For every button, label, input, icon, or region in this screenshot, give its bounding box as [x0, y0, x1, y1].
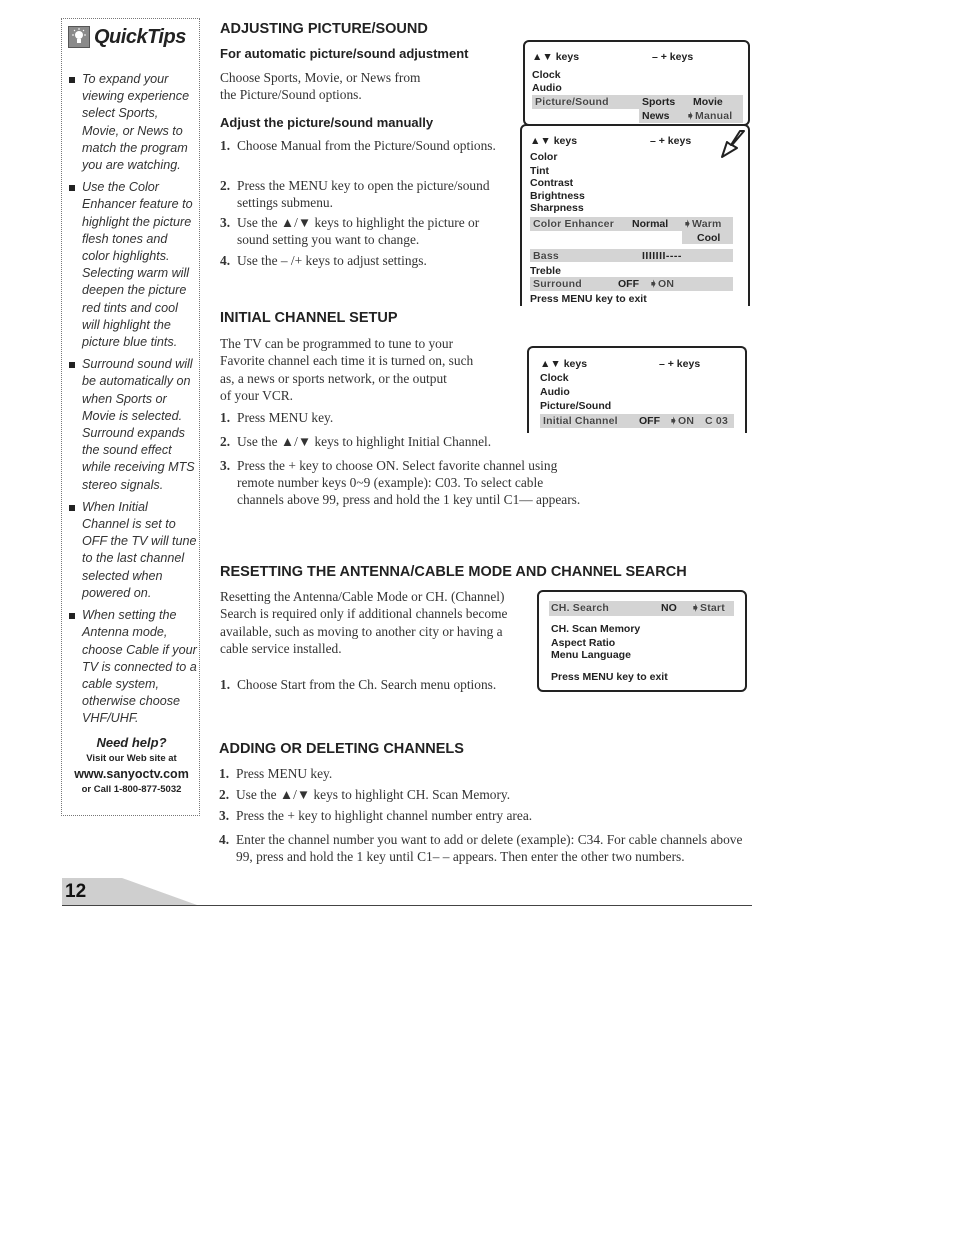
menu-item-brightness: Brightness [530, 190, 585, 202]
step-number: 2. [220, 178, 231, 193]
help-title: Need help? [96, 735, 167, 750]
help-web-label: Visit our Web site at [86, 753, 177, 764]
option-news: News [642, 110, 670, 122]
option-sports: Sports [642, 96, 676, 108]
quicktip-item: When Initial Channel is set to OFF the TV will tune to the last channel selected when powered on. [66, 499, 198, 602]
step-item [220, 178, 512, 212]
menu-item-aspect-ratio: Aspect Ratio [551, 637, 616, 649]
menu-screen-picture-settings [520, 124, 750, 306]
step-text: Enter the channel number you want to add or delete (example): C34. For cable channels above 99, press and hold the 1 key until C1– – appears. Then enter the other two numbers. [236, 832, 743, 864]
lightbulb-icon [68, 26, 90, 48]
paragraph-line: The TV can be programmed to tune to your [220, 336, 454, 351]
section-heading-picture-sound: ADJUSTING PICTURE/SOUND [220, 21, 428, 37]
subheading-manual: Adjust the picture/sound manually [220, 115, 434, 130]
paragraph-automatic [220, 69, 510, 104]
quicktip-item: Use the Color Enhancer feature to highlight the picture flesh tones and color highlights. Selecting warm will deepen the picture red tints and cool will highlight the picture blue tints. [66, 179, 198, 351]
menu-item-initial-channel: Initial Channel [543, 415, 618, 427]
step-item [220, 215, 512, 249]
menu-item-ch-search: CH. Search [551, 602, 610, 614]
menu-item-menu-language: Menu Language [551, 649, 631, 661]
enhancer-cool: Cool [697, 232, 721, 244]
option-movie: Movie [693, 96, 723, 108]
menu-screen-picture-sound [523, 40, 750, 126]
paragraph-line: Resetting the Antenna/Cable Mode or CH. (Channel) [220, 589, 505, 604]
step-text: Press the + key to choose ON. Select favorite channel using remote number keys 0~9 (example): C03. To select cable channels above 99, press and hold the 1 key until C1–– appears. [237, 458, 581, 507]
step-text: Use the ▲/▼ keys to highlight CH. Scan Memory. [236, 787, 511, 802]
quicktip-item: To expand your viewing experience select Sports, Movie, or News to match the program you are watching. [66, 71, 198, 174]
menu-item-contrast: Contrast [530, 177, 574, 189]
help-phone: or Call 1-800-877-5032 [81, 784, 182, 795]
step-text: Press the MENU key to open the picture/sound settings submenu. [237, 178, 490, 210]
step-number: 3. [219, 808, 230, 823]
keys-right-label: – + keys [652, 51, 694, 63]
paragraph-line: cable service installed. [220, 640, 342, 656]
menu-item-bass: Bass [533, 250, 559, 262]
keys-right-label: – + keys [650, 135, 692, 147]
step-item [220, 410, 510, 427]
paragraph-line: as, a news or sports network, or the output [220, 370, 447, 386]
keys-left-label: ▲▼ keys [540, 358, 588, 370]
menu-item-color: Color [530, 151, 558, 163]
paragraph-line: Favorite channel each time it is turned on, such [220, 353, 474, 369]
surround-on: ➧ON [649, 278, 675, 290]
ch-search-no: NO [661, 602, 677, 614]
menu-item-tint: Tint [530, 165, 550, 177]
quicktip-item: When setting the Antenna mode, choose Cable if your TV is connected to a cable system, otherwise choose VHF/UHF. [66, 607, 198, 727]
section-heading-reset-antenna: RESETTING THE ANTENNA/CABLE MODE AND CHANNEL SEARCH [220, 564, 687, 580]
subheading-automatic: For automatic picture/sound adjustment [220, 46, 469, 61]
menu-item-clock: Clock [540, 372, 569, 384]
option-manual: ➧Manual [686, 110, 733, 122]
menu-item-clock: Clock [532, 69, 561, 81]
quicktip-item: Surround sound will be automatically on when Sports or Movie is selected. Surround expands the sound effect while receiving MTS stereo signals. [66, 356, 198, 494]
step-item [219, 832, 754, 866]
bass-level-bar: IIIIIII---- [642, 250, 682, 262]
step-item [219, 808, 619, 825]
step-number: 2. [219, 787, 230, 802]
section-heading-initial-channel: INITIAL CHANNEL SETUP [220, 310, 398, 326]
step-number: 3. [220, 458, 231, 473]
help-url-link[interactable]: www.sanyoctv.com [74, 767, 189, 781]
step-number: 1. [220, 677, 231, 692]
paragraph-line: Choose Sports, Movie, or News from [220, 70, 421, 85]
surround-off: OFF [618, 278, 639, 290]
menu-exit-hint: Press MENU key to exit [551, 671, 668, 683]
step-text: Press MENU key. [237, 410, 334, 425]
step-item [220, 458, 585, 508]
highlight-bar [530, 249, 733, 262]
menu-item-surround: Surround [533, 278, 582, 290]
menu-screen-initial-channel [527, 346, 747, 433]
step-item [220, 677, 530, 694]
paragraph-line: of your VCR. [220, 387, 294, 403]
menu-item-picture-sound: Picture/Sound [540, 400, 612, 412]
menu-item-picture-sound: Picture/Sound [535, 96, 609, 108]
keys-left-label: ▲▼ keys [530, 135, 578, 147]
menu-item-audio: Audio [540, 386, 570, 398]
step-text: Use the – /+ keys to adjust settings. [237, 253, 427, 268]
ch-search-start: ➧Start [691, 602, 725, 614]
help-block [62, 735, 201, 795]
step-number: 4. [219, 832, 230, 847]
step-item [219, 787, 619, 804]
section-heading-add-delete: ADDING OR DELETING CHANNELS [219, 741, 464, 757]
quicktips-title: QuickTips [94, 25, 186, 48]
step-number: 1. [220, 138, 231, 153]
paragraph-line: the Picture/Sound options. [220, 87, 362, 103]
step-text: Use the ▲/▼ keys to highlight the picture or sound setting you want to change. [237, 215, 480, 247]
enhancer-normal: Normal [632, 218, 669, 230]
menu-item-ch-scan-memory: CH. Scan Memory [551, 623, 641, 635]
step-item [220, 138, 512, 155]
quicktips-list [66, 71, 198, 733]
menu-item-color-enhancer: Color Enhancer [533, 218, 614, 230]
step-item [219, 766, 519, 783]
footer-divider [62, 905, 752, 906]
initial-channel-number: C 03 [705, 415, 728, 427]
keys-right-label: – + keys [659, 358, 701, 370]
initial-channel-on: ➧ON [669, 415, 695, 427]
step-text: Use the ▲/▼ keys to highlight Initial Channel. [237, 434, 492, 449]
menu-item-audio: Audio [532, 82, 562, 94]
menu-exit-hint: Press MENU key to exit [530, 293, 647, 305]
step-item [220, 253, 512, 270]
step-text: Choose Manual from the Picture/Sound options. [237, 138, 496, 153]
paragraph-initial-channel [220, 335, 520, 404]
step-number: 1. [220, 410, 231, 425]
paragraph-line: Search is required only if additional channels become [220, 606, 508, 622]
step-number: 3. [220, 215, 231, 230]
step-text: Press MENU key. [236, 766, 333, 781]
menu-transition-arrow-icon [718, 128, 748, 160]
menu-screen-ch-search [537, 590, 747, 692]
step-text: Choose Start from the Ch. Search menu options. [237, 677, 497, 692]
step-number: 2. [220, 434, 231, 449]
paragraph-line: available, such as moving to another city or having a [220, 623, 503, 639]
page-number: 12 [65, 881, 87, 902]
keys-left-label: ▲▼ keys [532, 51, 580, 63]
step-number: 4. [220, 253, 231, 268]
menu-item-sharpness: Sharpness [530, 202, 584, 214]
step-item [220, 434, 520, 451]
step-text: Press the + key to highlight channel number entry area. [236, 808, 533, 823]
menu-item-treble: Treble [530, 265, 561, 277]
paragraph-reset-antenna [220, 588, 530, 657]
step-number: 1. [219, 766, 230, 781]
initial-channel-off: OFF [639, 415, 660, 427]
quicktips-sidebar [61, 18, 200, 816]
quicktips-header [68, 25, 186, 49]
enhancer-warm: ➧Warm [683, 218, 722, 230]
